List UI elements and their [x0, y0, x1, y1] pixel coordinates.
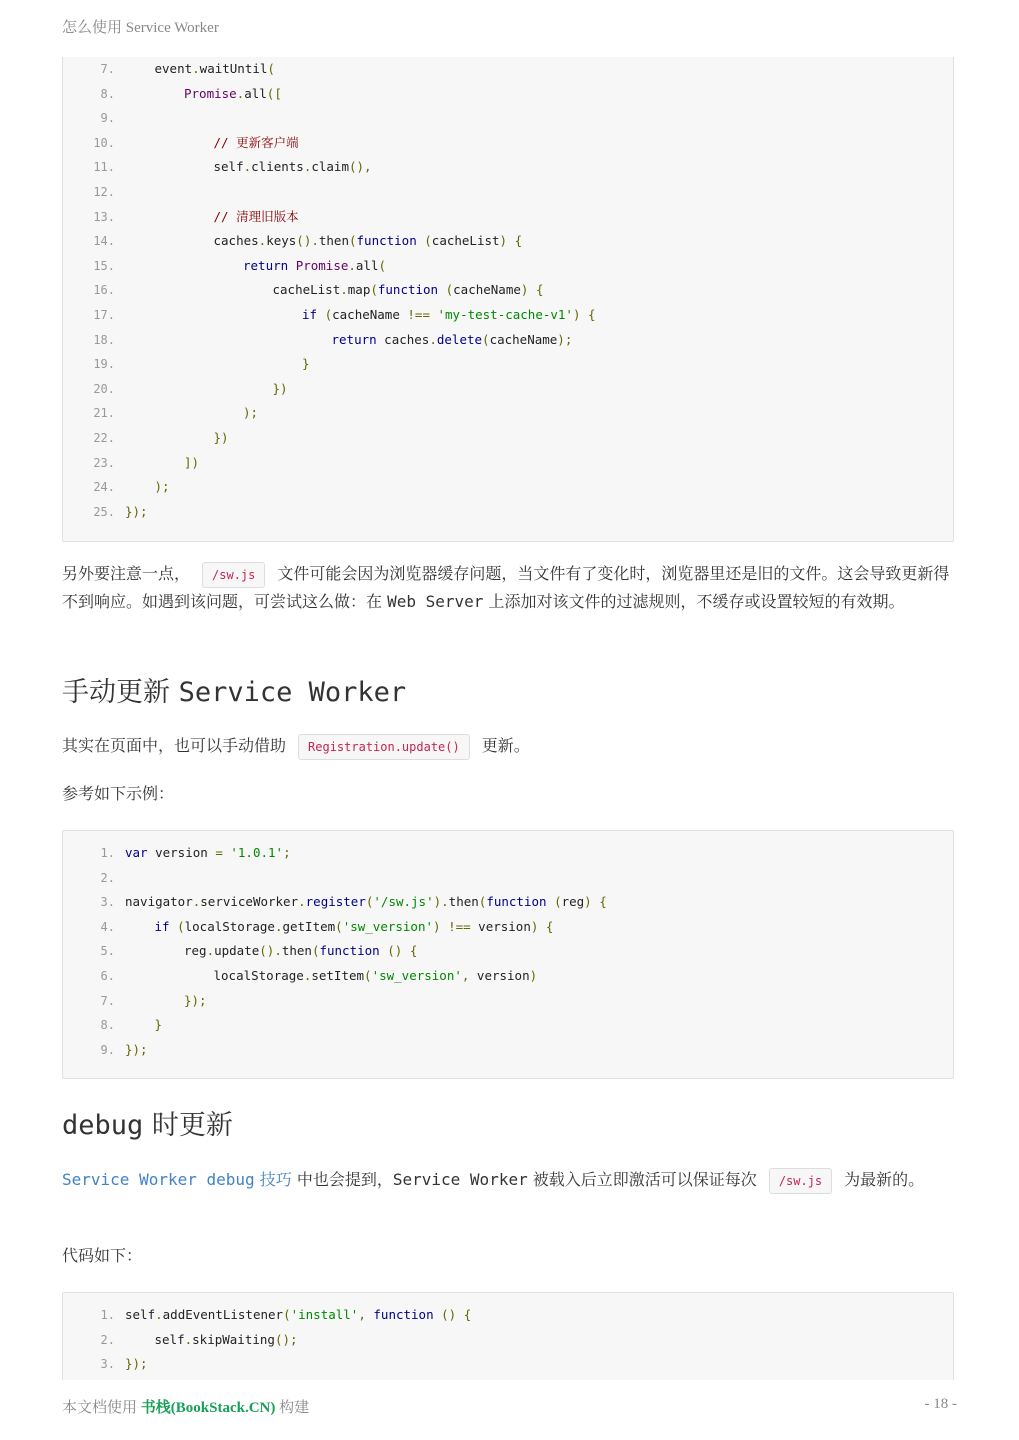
line-number: 24. — [93, 480, 115, 495]
code-line — [63, 841, 953, 866]
footer-prefix: 本文档使用 — [62, 1400, 141, 1416]
running-header: 怎么使用 Service Worker — [62, 20, 219, 36]
debug-text-1: 中也会提到， — [291, 1170, 393, 1189]
note-text-before: 另外要注意一点， — [62, 564, 191, 583]
line-number: 23. — [93, 455, 115, 470]
code-line — [63, 451, 953, 476]
code-line — [63, 964, 953, 989]
line-number: 7. — [100, 993, 115, 1008]
code-text: } — [302, 356, 310, 372]
code-text: ); — [243, 405, 259, 421]
code-text: }); — [125, 1356, 148, 1372]
web-server-mono: Web Server — [387, 592, 484, 611]
line-number: 17. — [93, 307, 115, 322]
manual-intro-after: 更新。 — [481, 736, 530, 755]
code-line — [63, 131, 953, 156]
line-number: 19. — [93, 357, 115, 372]
code-line — [63, 106, 953, 131]
code-line — [63, 229, 953, 254]
code-text: self.skipWaiting(); — [154, 1331, 298, 1347]
debug-text-3: 为最新的。 — [844, 1170, 925, 1189]
example-label: 参考如下示例： — [62, 784, 175, 803]
line-number: 14. — [93, 234, 115, 249]
code-text: if (localStorage.getItem('sw_version') !== version) { — [154, 918, 554, 934]
line-number: 10. — [93, 135, 115, 150]
code-text: cacheList.map(function (cacheName) { — [272, 282, 544, 298]
code-line — [63, 57, 953, 82]
code-text: ]) — [184, 454, 200, 470]
code-text: }); — [125, 1041, 148, 1057]
code-text: }); — [184, 992, 207, 1008]
note-paragraph — [62, 560, 958, 616]
code-text: self.addEventListener('install', function () { — [125, 1307, 472, 1322]
page-footer — [62, 1396, 309, 1417]
line-number: 2. — [100, 870, 115, 885]
code-line — [63, 475, 953, 500]
note-text-after-1: 文件可能会因为浏览器缓存问题，当文件有了变化时，浏览器里还是旧的文件。这会导致更新得不到响应。如遇到该问题，可尝试这么做：在 — [62, 564, 950, 611]
line-number: 8. — [100, 1018, 115, 1033]
line-number: 9. — [100, 111, 115, 126]
code-line — [63, 352, 953, 377]
code-line — [63, 377, 953, 402]
line-number: 1. — [100, 846, 115, 860]
line-number: 13. — [93, 209, 115, 224]
code-line — [63, 500, 953, 525]
line-number: 2. — [100, 1332, 115, 1347]
line-number: 25. — [93, 504, 115, 519]
code-line — [63, 155, 953, 180]
code-line — [63, 989, 953, 1014]
code-line — [63, 1013, 953, 1038]
code-line — [63, 1352, 953, 1377]
debug-sw-mono: Service Worker — [392, 1170, 528, 1189]
footer-suffix: 构建 — [275, 1400, 310, 1416]
registration-update-inline-code: Registration.update() — [298, 734, 470, 760]
line-number: 11. — [93, 160, 115, 175]
code-text: event.waitUntil( — [154, 61, 275, 76]
debug-text-2: 被载入后立即激活可以保证每次 — [527, 1170, 757, 1189]
line-number: 3. — [100, 1357, 115, 1372]
code-text: reg.update().then(function () { — [184, 943, 418, 959]
sw-debug-link-cn[interactable]: 技巧 — [259, 1170, 292, 1189]
code-text: // 清理旧版本 — [213, 208, 299, 224]
code-text: var version = '1.0.1'; — [125, 845, 291, 860]
code-line — [63, 180, 953, 205]
code-line — [63, 278, 953, 303]
manual-intro-before: 其实在页面中，也可以手动借助 — [62, 736, 287, 755]
code-line — [63, 1038, 953, 1063]
sw-js-inline-code: /sw.js — [202, 562, 265, 588]
line-number: 5. — [100, 944, 115, 959]
line-number: 15. — [93, 258, 115, 273]
manual-heading-cn: 手动更新 — [62, 677, 170, 708]
code-line — [63, 82, 953, 107]
line-number: 8. — [100, 86, 115, 101]
code-line — [63, 1328, 953, 1353]
code-block-1 — [62, 57, 954, 542]
code-line — [63, 890, 953, 915]
note-text-after-2: 上添加对该文件的过滤规则，不缓存或设置较短的有效期。 — [483, 592, 905, 611]
code-text: }); — [125, 503, 148, 519]
code-text: Promise.all([ — [184, 85, 282, 101]
code-text: caches.keys().then(function (cacheList) { — [213, 233, 523, 249]
line-number: 9. — [100, 1042, 115, 1057]
code-line — [63, 205, 953, 230]
code-line — [63, 426, 953, 451]
code-text: return caches.delete(cacheName); — [331, 331, 573, 347]
code-text: return Promise.all( — [243, 257, 387, 273]
code-text: ); — [154, 479, 170, 495]
manual-update-heading — [62, 675, 406, 711]
code-line — [63, 1303, 953, 1328]
line-number: 21. — [93, 406, 115, 421]
code-text: localStorage.setItem('sw_version', version) — [213, 967, 538, 983]
code-text: // 更新客户端 — [213, 134, 299, 150]
line-number: 3. — [100, 895, 115, 910]
sw-debug-link[interactable]: Service Worker debug — [62, 1170, 255, 1189]
debug-update-heading — [62, 1108, 233, 1144]
code-text: }) — [213, 429, 229, 445]
code-block-3 — [62, 1292, 954, 1380]
code-line — [63, 254, 953, 279]
debug-sw-js-inline-code: /sw.js — [769, 1168, 832, 1194]
code-text: }) — [272, 380, 288, 396]
bookstack-link[interactable]: 书栈(BookStack.CN) — [140, 1400, 276, 1416]
line-number: 18. — [93, 332, 115, 347]
line-number: 12. — [93, 184, 115, 199]
manual-intro — [62, 732, 958, 760]
code-block-2 — [62, 830, 954, 1079]
debug-heading-mono: debug — [62, 1110, 144, 1141]
manual-heading-mono: Service Worker — [178, 677, 407, 708]
code-line — [63, 915, 953, 940]
code-line — [63, 939, 953, 964]
code-text: } — [154, 1017, 163, 1033]
line-number: 1. — [100, 1308, 115, 1322]
code-line — [63, 401, 953, 426]
code-line — [63, 866, 953, 891]
line-number: 22. — [93, 430, 115, 445]
line-number: 16. — [93, 283, 115, 298]
debug-heading-cn: 时更新 — [151, 1110, 233, 1141]
code-line — [63, 328, 953, 353]
line-number: 20. — [93, 381, 115, 396]
page-number: - 18 - — [924, 1396, 957, 1412]
debug-paragraph — [62, 1166, 958, 1194]
code-line — [63, 303, 953, 328]
line-number: 6. — [100, 968, 115, 983]
code-label: 代码如下： — [62, 1246, 143, 1265]
code-text: self.clients.claim(), — [213, 159, 372, 175]
line-number: 4. — [100, 919, 115, 934]
code-text: if (cacheName !== 'my-test-cache-v1') { — [302, 306, 596, 322]
code-text: navigator.serviceWorker.register('/sw.js').then(function (reg) { — [125, 894, 607, 910]
line-number: 7. — [100, 62, 115, 76]
